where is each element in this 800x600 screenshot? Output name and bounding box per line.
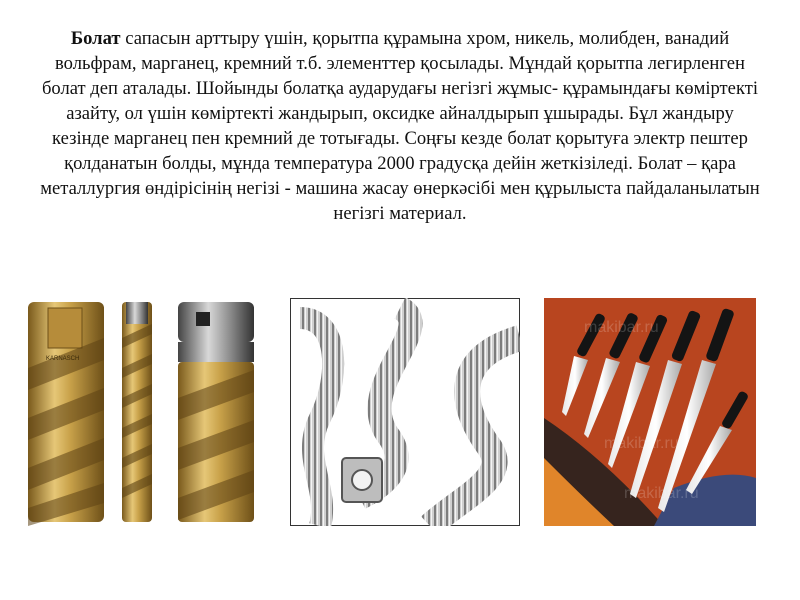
watermark-text: makibar.ru [584,319,659,336]
kitchen-knives-illustration [544,298,756,526]
drill-bits-image [18,298,264,526]
paragraph-body: сапасын арттыру үшін, қорытпа құрамына хром, никель, молибден, ванадий вольфрам, марганец, кремний т.б. элементтер қосылады. Мұндай қорытпа легирленген болат деп аталады. Шойынды болатқа аударудағы негізгі жұмыс- құрамындағы көміртекті азайту, ол үшін көміртекті жандырып, оксидке айналдырып ұшырады. Бұл жандыру кезінде марганец пен кремний де тотығады. Соңғы кезде болат қорытуға электр пештер қолданатын болды, мұнда температура 2000 градусқа дейін жеткізіледі. Болат – қара металлургия өндірісінің негізі - машина жасау өнеркәсібі мен құрылыста пайдаланылатын негізгі материал. [40,28,760,224]
drill-bit-left [28,302,104,526]
main-paragraph [38,26,762,226]
svg-text:KARNASCH: KARNASCH [46,356,80,362]
kitchen-knives-image [544,298,756,526]
steel-hoses-image [290,298,520,526]
drill-bits-illustration [18,298,264,526]
steel-hoses-illustration [290,298,520,526]
drill-bit-right [178,302,254,522]
drill-bit-middle [122,302,152,522]
paragraph-lead-word: Болат [70,28,121,49]
watermark-text: makibar.ru [604,435,679,452]
watermark-text: makibar.ru [624,485,699,502]
